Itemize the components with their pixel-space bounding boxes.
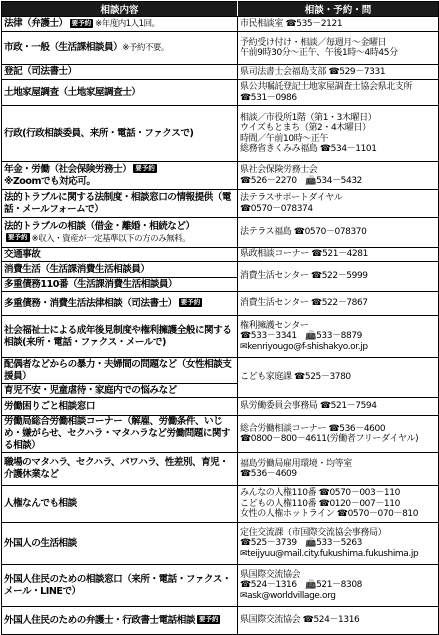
row-content — [2, 248, 238, 262]
row-office — [238, 80, 439, 106]
office-line: 法テラス福島 ☎0570－078370 — [240, 227, 367, 238]
office-line: ウイズもとまち（第2・4木曜日） — [240, 123, 371, 133]
row-content — [2, 32, 238, 65]
reservation-badge: 要予約 — [8, 233, 28, 241]
office-line: 消費生活センター ☎522－5999 — [240, 271, 368, 282]
content-text: 年金・労働（社会保険労務士） — [4, 163, 132, 175]
row-content — [2, 17, 238, 32]
content-note: ※予約不要。 — [122, 43, 169, 53]
table-row — [2, 292, 439, 316]
table-row — [2, 248, 439, 262]
row-office — [238, 416, 439, 453]
office-line: ☎0570－078374 — [240, 203, 313, 214]
header-office: 相談・予約・問 — [238, 2, 439, 17]
table-row — [2, 17, 439, 32]
row-office — [238, 17, 439, 32]
row-content — [2, 416, 238, 453]
office-line: こどもの人権110番 ☎0120－007－110 — [240, 498, 400, 509]
office-line: みんなの人権110番 ☎0570－003－110 — [240, 488, 400, 499]
office-line: 県国際交流協会 — [240, 569, 301, 580]
office-line: ✉teijyuu@mail.city.fukushima.fukushima.jp — [240, 548, 419, 559]
row-content — [2, 523, 238, 565]
office-line: ☎525－3739 📠533－5263 — [240, 538, 362, 549]
row-office — [238, 162, 439, 190]
content-text: ※Zoomでも対応可。 — [4, 175, 96, 187]
row-office — [238, 316, 439, 358]
reservation-badge: 要予約 — [180, 298, 201, 306]
consultation-table — [1, 1, 439, 635]
row-office — [238, 218, 439, 248]
content-text: 労働困りごと相談窓口 — [4, 400, 95, 412]
table-row — [2, 358, 439, 384]
row-office — [238, 358, 439, 398]
row-content — [2, 607, 238, 635]
content-note: ※年度内1人1回。 — [95, 19, 160, 29]
table-row — [2, 65, 439, 80]
office-line: 女性の人権ホットライン ☎0570－070－810 — [240, 509, 419, 520]
office-line: 県公共嘱託登記土地家屋調査士協会県北支所 — [240, 82, 413, 92]
row-content — [2, 292, 238, 316]
row-office — [238, 106, 439, 162]
office-line: 予約受け付け・相談／毎週月～金曜日 — [240, 37, 387, 48]
table-row — [2, 523, 439, 565]
row-office — [238, 262, 439, 292]
row-content — [2, 106, 238, 162]
content-text: 外国人住民のための相談窓口（来所・電話・ファクス・メール・LINEで） — [4, 573, 232, 597]
row-content — [2, 162, 238, 190]
office-line: こども家庭課 ☎525－3780 — [240, 372, 351, 383]
row-office — [238, 453, 439, 486]
table-row — [2, 607, 439, 635]
content-text: 多重債務110番（生活課消費生活相談員） — [4, 278, 178, 290]
office-line: ☎526－2270 📠534－5432 — [240, 175, 362, 186]
content-text: 市政・一般（生活課相談員） — [4, 42, 123, 53]
row-content — [2, 384, 238, 398]
content-note: ※収入・資産が一定基準以下の方のみ無料。 — [31, 233, 191, 244]
content-text: 労働局総合労働相談コーナー（解雇、労働条件、いじめ・嫌がらせ、セクハラ・マタハラなど労働問題に関する相談） — [4, 416, 231, 451]
content-text: 育児不安・児童虐待・家庭内での悩みなど — [4, 384, 177, 396]
office-line: ☎536－4609 — [240, 469, 297, 479]
header-content: 相談内容 — [2, 2, 238, 17]
office-line: 県労働委員会事務局 ☎521－7594 — [240, 401, 377, 412]
content-text: 職場のマタハラ、セクハラ、パワハラ、性差別、育児・介護休業など — [4, 457, 229, 480]
content-text: 法律（弁護士） — [4, 18, 68, 29]
office-line: 法テラスサポートダイヤル — [240, 193, 343, 203]
office-line: ☎524－1316 📠521－8308 — [240, 580, 362, 591]
row-content — [2, 316, 238, 358]
row-office — [238, 292, 439, 316]
table-row — [2, 486, 439, 523]
table-header-row — [2, 2, 439, 17]
row-content — [2, 262, 238, 278]
table-row — [2, 32, 439, 65]
row-content — [2, 218, 238, 248]
table-row — [2, 453, 439, 486]
content-text: 法的トラブルの相談（借金・離婚・相続など） — [4, 220, 195, 232]
office-line: 消費生活センター ☎522－7867 — [240, 298, 368, 309]
row-content — [2, 565, 238, 607]
content-text: 社会福祉士による成年後見制度や権利擁護全般に関する相談(来所・電話・ファクス・メールで) — [4, 324, 232, 348]
reservation-badge: 要予約 — [198, 615, 219, 623]
table-row — [2, 106, 439, 162]
row-office — [238, 565, 439, 607]
table-row — [2, 190, 439, 218]
office-line: 時間／午前10時～正午 — [240, 133, 329, 144]
office-line: 県司法書士会福島支部 ☎529－7331 — [240, 66, 386, 77]
content-text: 消費生活（生活課消費生活相談員） — [4, 263, 150, 275]
content-text: 外国人住民のための弁護士・行政書士電話相談 — [4, 614, 195, 626]
content-text: 外国人の生活相談 — [4, 537, 77, 549]
content-text: 行政(行政相談委員、来所・電話・ファクスで) — [4, 127, 194, 139]
table-row — [2, 416, 439, 453]
row-content — [2, 278, 238, 292]
row-content — [2, 65, 238, 80]
row-office — [238, 65, 439, 80]
row-office — [238, 523, 439, 565]
office-line: 県社会保険労務士会 — [240, 165, 318, 175]
table-row — [2, 316, 439, 358]
row-office — [238, 190, 439, 218]
row-content — [2, 486, 238, 523]
office-line: 午前9時30分～正午、午後1時～4時45分 — [240, 48, 398, 58]
row-content — [2, 398, 238, 416]
table-row — [2, 218, 439, 248]
content-text: 法的トラブルに関する法制度・相談窓口の情報提供（電話・メールフォームで） — [4, 191, 231, 215]
row-office — [238, 248, 439, 262]
row-office — [238, 607, 439, 635]
table-row — [2, 565, 439, 607]
office-line: ✉ask@worldvillage.org — [240, 590, 336, 601]
office-line: ☎0800－800－4611(労働者フリーダイヤル) — [240, 434, 419, 444]
reservation-badge: 要予約 — [71, 18, 92, 27]
office-line: ☎533－3341 📠533－8879 — [240, 331, 362, 342]
content-text: 交通事故 — [4, 248, 41, 260]
content-text: 人権なんでも相談 — [4, 498, 77, 509]
content-text: 登記（司法書士） — [4, 66, 77, 77]
row-content — [2, 80, 238, 106]
office-line: ☎531－0986 — [240, 92, 297, 103]
office-line: 市民相談室 ☎535－2121 — [240, 18, 343, 29]
office-line: 相談／市役所1階（第1・3木曜日） — [240, 112, 377, 123]
row-content — [2, 453, 238, 486]
row-content — [2, 190, 238, 218]
office-line: 福島労働局雇用環境・均等室 — [240, 458, 352, 469]
office-line: 県国際交流協会 ☎524－1316 — [240, 615, 360, 626]
content-text: 配偶者などからの暴力・夫婦間の問題など（女性相談支援員） — [4, 358, 232, 382]
table-row — [2, 262, 439, 278]
row-office — [238, 486, 439, 523]
row-content — [2, 358, 238, 384]
office-line: 定住交流課（市国際交流協会事務局） — [240, 527, 387, 538]
content-text: 多重債務・消費生活法律相談（司法書士） — [4, 297, 177, 309]
table-row — [2, 162, 439, 190]
office-line: 権利擁護センター — [240, 320, 309, 331]
content-text: 土地家屋調査（土地家屋調査士） — [4, 86, 141, 98]
office-line: 総合労働相談コーナー ☎536－4600 — [240, 423, 386, 434]
reservation-badge: 要予約 — [135, 164, 155, 172]
office-line: 県政相談コーナー ☎521－4281 — [240, 249, 368, 260]
row-office — [238, 398, 439, 416]
office-line: 総務省きくみみ福島 ☎534－1101 — [240, 144, 377, 154]
table-row — [2, 80, 439, 106]
office-line: ✉kenriyougo@f-shishakyo.or.jp — [240, 341, 368, 352]
row-office — [238, 32, 439, 65]
table-row — [2, 398, 439, 416]
